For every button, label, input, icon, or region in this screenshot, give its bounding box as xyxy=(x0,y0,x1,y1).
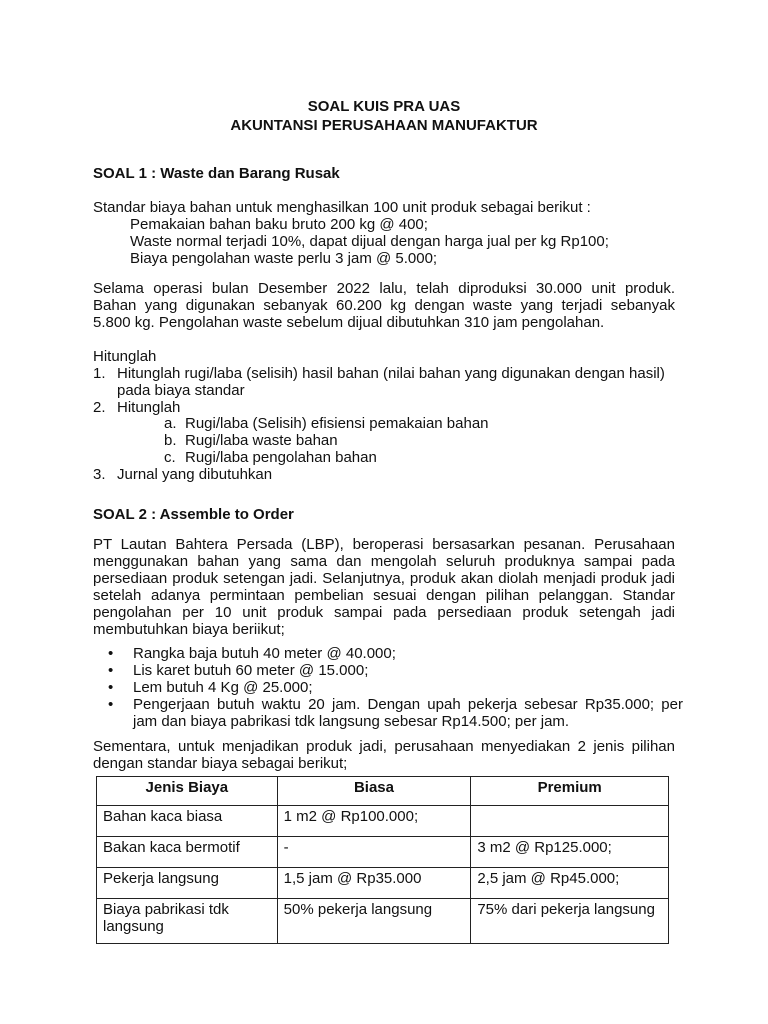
table-cell: 50% pekerja langsung xyxy=(277,899,471,944)
soal1-intro: Standar biaya bahan untuk menghasilkan 100 unit produk sebagai berikut : xyxy=(93,199,591,216)
table-header: Jenis Biaya xyxy=(97,777,278,806)
q1-number: 1. xyxy=(93,365,106,382)
paragraph-line: Bahan yang digunakan sebanyak 60.200 kg dengan waste yang terjadi sebanyak xyxy=(93,297,675,314)
q3-text: Jurnal yang dibutuhkan xyxy=(117,466,273,483)
std-line: Biaya pengolahan waste perlu 3 jam @ 5.000; xyxy=(130,250,438,267)
soal2-heading: SOAL 2 : Assemble to Order xyxy=(93,506,294,523)
sub-text: Rugi/laba pengolahan bahan xyxy=(185,449,377,466)
table-cell: 2,5 jam @ Rp45.000; xyxy=(471,868,669,899)
bullet-text: Rangka baja butuh 40 meter @ 40.000; xyxy=(133,645,396,662)
table-cell: Biaya pabrikasi tdk langsung xyxy=(97,899,278,944)
paragraph-line: PT Lautan Bahtera Persada (LBP), beroperasi bersasarkan pesanan. Perusahaan xyxy=(93,536,675,553)
table-cell: 1 m2 @ Rp100.000; xyxy=(277,806,471,837)
paragraph-line: menggunakan bahan yang sama dan mengolah seluruh produknya sampai pada xyxy=(93,553,675,570)
table-cell: Bahan kaca biasa xyxy=(97,806,278,837)
table-cell: Bakan kaca bermotif xyxy=(97,837,278,868)
bullet-text-cont: jam dan biaya pabrikasi tdk langsung sebesar Rp14.500; per jam. xyxy=(133,713,570,730)
sub-label: c. xyxy=(164,449,176,466)
q3-number: 3. xyxy=(93,466,106,483)
bullet-text: Pengerjaan butuh waktu 20 jam. Dengan upah pekerja sebesar Rp35.000; per xyxy=(133,696,683,713)
soal1-heading: SOAL 1 : Waste dan Barang Rusak xyxy=(93,165,340,182)
table-header: Premium xyxy=(471,777,669,806)
table-header: Biasa xyxy=(277,777,471,806)
table-cell: 75% dari pekerja langsung xyxy=(471,899,669,944)
paragraph-line: membutuhkan biaya beriikut; xyxy=(93,621,285,638)
bullet-text: Lis karet butuh 60 meter @ 15.000; xyxy=(133,662,369,679)
paragraph-line: dengan standar biaya sebagai berikut; xyxy=(93,755,348,772)
cost-table xyxy=(96,776,669,944)
table-cell: - xyxy=(277,837,471,868)
table-header-row xyxy=(97,777,669,806)
paragraph-line: 5.800 kg. Pengolahan waste sebelum dijual dibutuhkan 310 jam pengolahan. xyxy=(93,314,605,331)
sub-text: Rugi/laba (Selisih) efisiensi pemakaian bahan xyxy=(185,415,489,432)
paragraph-line: persediaan produk setengan jadi. Selanjutnya, produk akan diolah menjadi produk jadi xyxy=(93,570,675,587)
paragraph-line: Sementara, untuk menjadikan produk jadi, perusahaan menyediakan 2 jenis pilihan xyxy=(93,738,675,755)
table-row xyxy=(97,806,669,837)
q1-text: Hitunglah rugi/laba (selisih) hasil bahan (nilai bahan yang digunakan dengan hasil) xyxy=(117,365,665,382)
table-row xyxy=(97,868,669,899)
paragraph-line: setelah adanya permintaan pembelian sesuai dengan pilihan pelanggan. Standar xyxy=(93,587,675,604)
table-cell: 1,5 jam @ Rp35.000 xyxy=(277,868,471,899)
table-cell: 3 m2 @ Rp125.000; xyxy=(471,837,669,868)
q1-text-cont: pada biaya standar xyxy=(117,382,245,399)
soal2-paragraph xyxy=(93,536,675,638)
doc-subtitle: AKUNTANSI PERUSAHAAN MANUFAKTUR xyxy=(230,117,538,134)
doc-title: SOAL KUIS PRA UAS xyxy=(307,98,461,115)
bullet-icon: • xyxy=(108,662,114,679)
sub-text: Rugi/laba waste bahan xyxy=(185,432,338,449)
paragraph-line: Selama operasi bulan Desember 2022 lalu, telah diproduksi 30.000 unit produk. xyxy=(93,280,675,297)
bullet-text: Lem butuh 4 Kg @ 25.000; xyxy=(133,679,313,696)
table-row xyxy=(97,899,669,944)
std-line: Waste normal terjadi 10%, dapat dijual dengan harga jual per kg Rp100; xyxy=(130,233,609,250)
soal2-paragraph2 xyxy=(93,738,675,772)
q2-number: 2. xyxy=(93,399,106,416)
bullet-icon: • xyxy=(108,645,114,662)
q2-text: Hitunglah xyxy=(117,399,181,416)
table-cell xyxy=(471,806,669,837)
bullet-icon: • xyxy=(108,696,114,713)
paragraph-line: pengolahan per 10 unit produk sampai pada persediaan produk setengah jadi xyxy=(93,604,675,621)
table-cell: Pekerja langsung xyxy=(97,868,278,899)
hitung-label: Hitunglah xyxy=(93,348,157,365)
sub-label: a. xyxy=(164,415,177,432)
sub-label: b. xyxy=(164,432,177,449)
bullet-icon: • xyxy=(108,679,114,696)
table-row xyxy=(97,837,669,868)
std-line: Pemakaian bahan baku bruto 200 kg @ 400; xyxy=(130,216,428,233)
soal1-paragraph xyxy=(93,280,675,331)
